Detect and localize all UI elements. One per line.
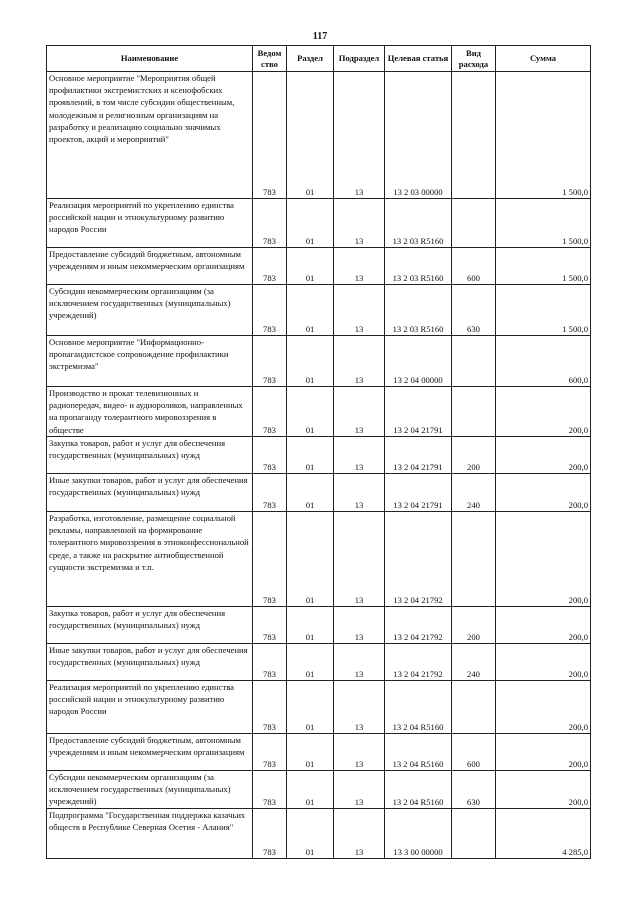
- row-section: 01: [287, 771, 334, 809]
- row-subsection: 13: [334, 734, 385, 771]
- row-target: 13 2 04 21792: [385, 512, 452, 607]
- row-expense: 200: [452, 437, 496, 474]
- table-row: [47, 437, 591, 474]
- table-row: [47, 809, 591, 859]
- row-target: 13 3 00 00000: [385, 809, 452, 859]
- row-dept: 783: [253, 248, 287, 285]
- row-expense: [452, 387, 496, 437]
- row-name: Иные закупки товаров, работ и услуг для обеспечения государственных (муниципальных) нужд: [47, 644, 253, 681]
- row-name: Производство и прокат телевизионных и радиопередач, видео- и аудиороликов, направленных на пропаганду толерантного мировоззрения в обществе: [47, 387, 253, 437]
- row-name: Реализация мероприятий по укреплению единства российской нации и этнокультурному развитию народов России: [47, 681, 253, 734]
- row-dept: 783: [253, 681, 287, 734]
- row-dept: 783: [253, 734, 287, 771]
- row-amount: 200,0: [496, 607, 591, 644]
- row-section: 01: [287, 809, 334, 859]
- row-target: 13 2 04 21791: [385, 474, 452, 512]
- row-section: 01: [287, 248, 334, 285]
- row-amount: 200,0: [496, 437, 591, 474]
- row-dept: 783: [253, 512, 287, 607]
- row-subsection: 13: [334, 809, 385, 859]
- row-subsection: 13: [334, 72, 385, 199]
- row-dept: 783: [253, 199, 287, 248]
- row-name: Реализация мероприятий по укреплению единства российской нации и этнокультурному развитию народов России: [47, 199, 253, 248]
- row-expense: 630: [452, 285, 496, 336]
- table-row: [47, 512, 591, 607]
- row-name: Основное мероприятие "Мероприятия общей профилактики экстремистских и ксенофобских проявлений, в том числе субсидии общественным, молодежным и религиозным организациям на разработку и реализацию социально значимых проектов, акций и мероприятий": [47, 72, 253, 199]
- row-section: 01: [287, 387, 334, 437]
- row-subsection: 13: [334, 248, 385, 285]
- table-body: [47, 72, 591, 859]
- row-subsection: 13: [334, 474, 385, 512]
- row-section: 01: [287, 474, 334, 512]
- row-amount: 1 500,0: [496, 199, 591, 248]
- row-amount: 200,0: [496, 734, 591, 771]
- row-dept: 783: [253, 285, 287, 336]
- table-row: [47, 474, 591, 512]
- row-name: Иные закупки товаров, работ и услуг для обеспечения государственных (муниципальных) нужд: [47, 474, 253, 512]
- row-expense: [452, 72, 496, 199]
- row-amount: 1 500,0: [496, 248, 591, 285]
- row-expense: [452, 512, 496, 607]
- header-amount: Сумма: [496, 46, 591, 72]
- row-dept: 783: [253, 771, 287, 809]
- row-name: Закупка товаров, работ и услуг для обеспечения государственных (муниципальных) нужд: [47, 437, 253, 474]
- row-amount: 1 500,0: [496, 72, 591, 199]
- header-name: Наименование: [47, 46, 253, 72]
- table-row: [47, 607, 591, 644]
- table-row: [47, 199, 591, 248]
- row-target: 13 2 04 21791: [385, 387, 452, 437]
- row-name: Закупка товаров, работ и услуг для обеспечения государственных (муниципальных) нужд: [47, 607, 253, 644]
- row-section: 01: [287, 72, 334, 199]
- row-subsection: 13: [334, 644, 385, 681]
- header-expense: Вид расхода: [452, 46, 496, 72]
- row-amount: 200,0: [496, 474, 591, 512]
- table-row: [47, 734, 591, 771]
- header-dept: Ведом ство: [253, 46, 287, 72]
- row-section: 01: [287, 336, 334, 387]
- row-expense: 600: [452, 734, 496, 771]
- row-amount: 1 500,0: [496, 285, 591, 336]
- row-subsection: 13: [334, 681, 385, 734]
- row-amount: 200,0: [496, 387, 591, 437]
- row-target: 13 2 03 R5160: [385, 248, 452, 285]
- row-target: 13 2 04 R5160: [385, 734, 452, 771]
- table-header-row: [47, 46, 591, 72]
- row-subsection: 13: [334, 285, 385, 336]
- row-section: 01: [287, 512, 334, 607]
- table-row: [47, 771, 591, 809]
- row-dept: 783: [253, 387, 287, 437]
- row-section: 01: [287, 734, 334, 771]
- row-section: 01: [287, 607, 334, 644]
- row-target: 13 2 03 R5160: [385, 199, 452, 248]
- row-name: Предоставление субсидий бюджетным, автономным учреждениям и иным некоммерческим организациям: [47, 734, 253, 771]
- row-expense: [452, 809, 496, 859]
- row-amount: 600,0: [496, 336, 591, 387]
- row-section: 01: [287, 285, 334, 336]
- row-name: Субсидии некоммерческим организациям (за исключением государственных (муниципальных) учреждений): [47, 285, 253, 336]
- row-expense: [452, 199, 496, 248]
- row-target: 13 2 04 21792: [385, 607, 452, 644]
- row-subsection: 13: [334, 771, 385, 809]
- row-target: 13 2 04 21792: [385, 644, 452, 681]
- row-expense: 200: [452, 607, 496, 644]
- row-dept: 783: [253, 336, 287, 387]
- row-target: 13 2 04 R5160: [385, 681, 452, 734]
- page-number: 117: [312, 31, 328, 42]
- row-subsection: 13: [334, 336, 385, 387]
- row-name: Субсидии некоммерческим организациям (за исключением государственных (муниципальных) учреждений): [47, 771, 253, 809]
- row-expense: 600: [452, 248, 496, 285]
- row-dept: 783: [253, 644, 287, 681]
- row-dept: 783: [253, 72, 287, 199]
- table-row: [47, 72, 591, 199]
- row-target: 13 2 04 00000: [385, 336, 452, 387]
- row-target: 13 2 04 R5160: [385, 771, 452, 809]
- row-expense: [452, 681, 496, 734]
- row-section: 01: [287, 681, 334, 734]
- row-target: 13 2 03 R5160: [385, 285, 452, 336]
- table-row: [47, 644, 591, 681]
- row-dept: 783: [253, 809, 287, 859]
- row-subsection: 13: [334, 199, 385, 248]
- row-expense: 630: [452, 771, 496, 809]
- row-subsection: 13: [334, 387, 385, 437]
- row-section: 01: [287, 644, 334, 681]
- row-name: Предоставление субсидий бюджетным, автономным учреждениям и иным некоммерческим организациям: [47, 248, 253, 285]
- header-subsection: Подраздел: [334, 46, 385, 72]
- row-section: 01: [287, 199, 334, 248]
- row-expense: [452, 336, 496, 387]
- table-row: [47, 248, 591, 285]
- row-dept: 783: [253, 437, 287, 474]
- row-amount: 200,0: [496, 681, 591, 734]
- row-target: 13 2 03 00000: [385, 72, 452, 199]
- table-row: [47, 285, 591, 336]
- row-expense: 240: [452, 644, 496, 681]
- budget-table: [46, 45, 591, 859]
- row-amount: 200,0: [496, 771, 591, 809]
- row-section: 01: [287, 437, 334, 474]
- header-section: Раздел: [287, 46, 334, 72]
- row-subsection: 13: [334, 437, 385, 474]
- row-name: Разработка, изготовление, размещение социальной рекламы, направленной на формирование толерантного мировоззрения в этноконфессиональной среде, а также на раскрытие антиобщественной сущности экстремизма и т.п.: [47, 512, 253, 607]
- row-amount: 4 285,0: [496, 809, 591, 859]
- table-row: [47, 336, 591, 387]
- table-row: [47, 387, 591, 437]
- row-amount: 200,0: [496, 644, 591, 681]
- row-amount: 200,0: [496, 512, 591, 607]
- row-name: Подпрограмма "Государственная поддержка казачьих обществ в Республике Северная Осетия - Алания": [47, 809, 253, 859]
- row-subsection: 13: [334, 607, 385, 644]
- row-subsection: 13: [334, 512, 385, 607]
- row-expense: 240: [452, 474, 496, 512]
- row-target: 13 2 04 21791: [385, 437, 452, 474]
- header-target: Целевая статья: [385, 46, 452, 72]
- table-row: [47, 681, 591, 734]
- row-dept: 783: [253, 607, 287, 644]
- row-name: Основное мероприятие "Информационно-пропагандистское сопровождение профилактики экстремизма": [47, 336, 253, 387]
- row-dept: 783: [253, 474, 287, 512]
